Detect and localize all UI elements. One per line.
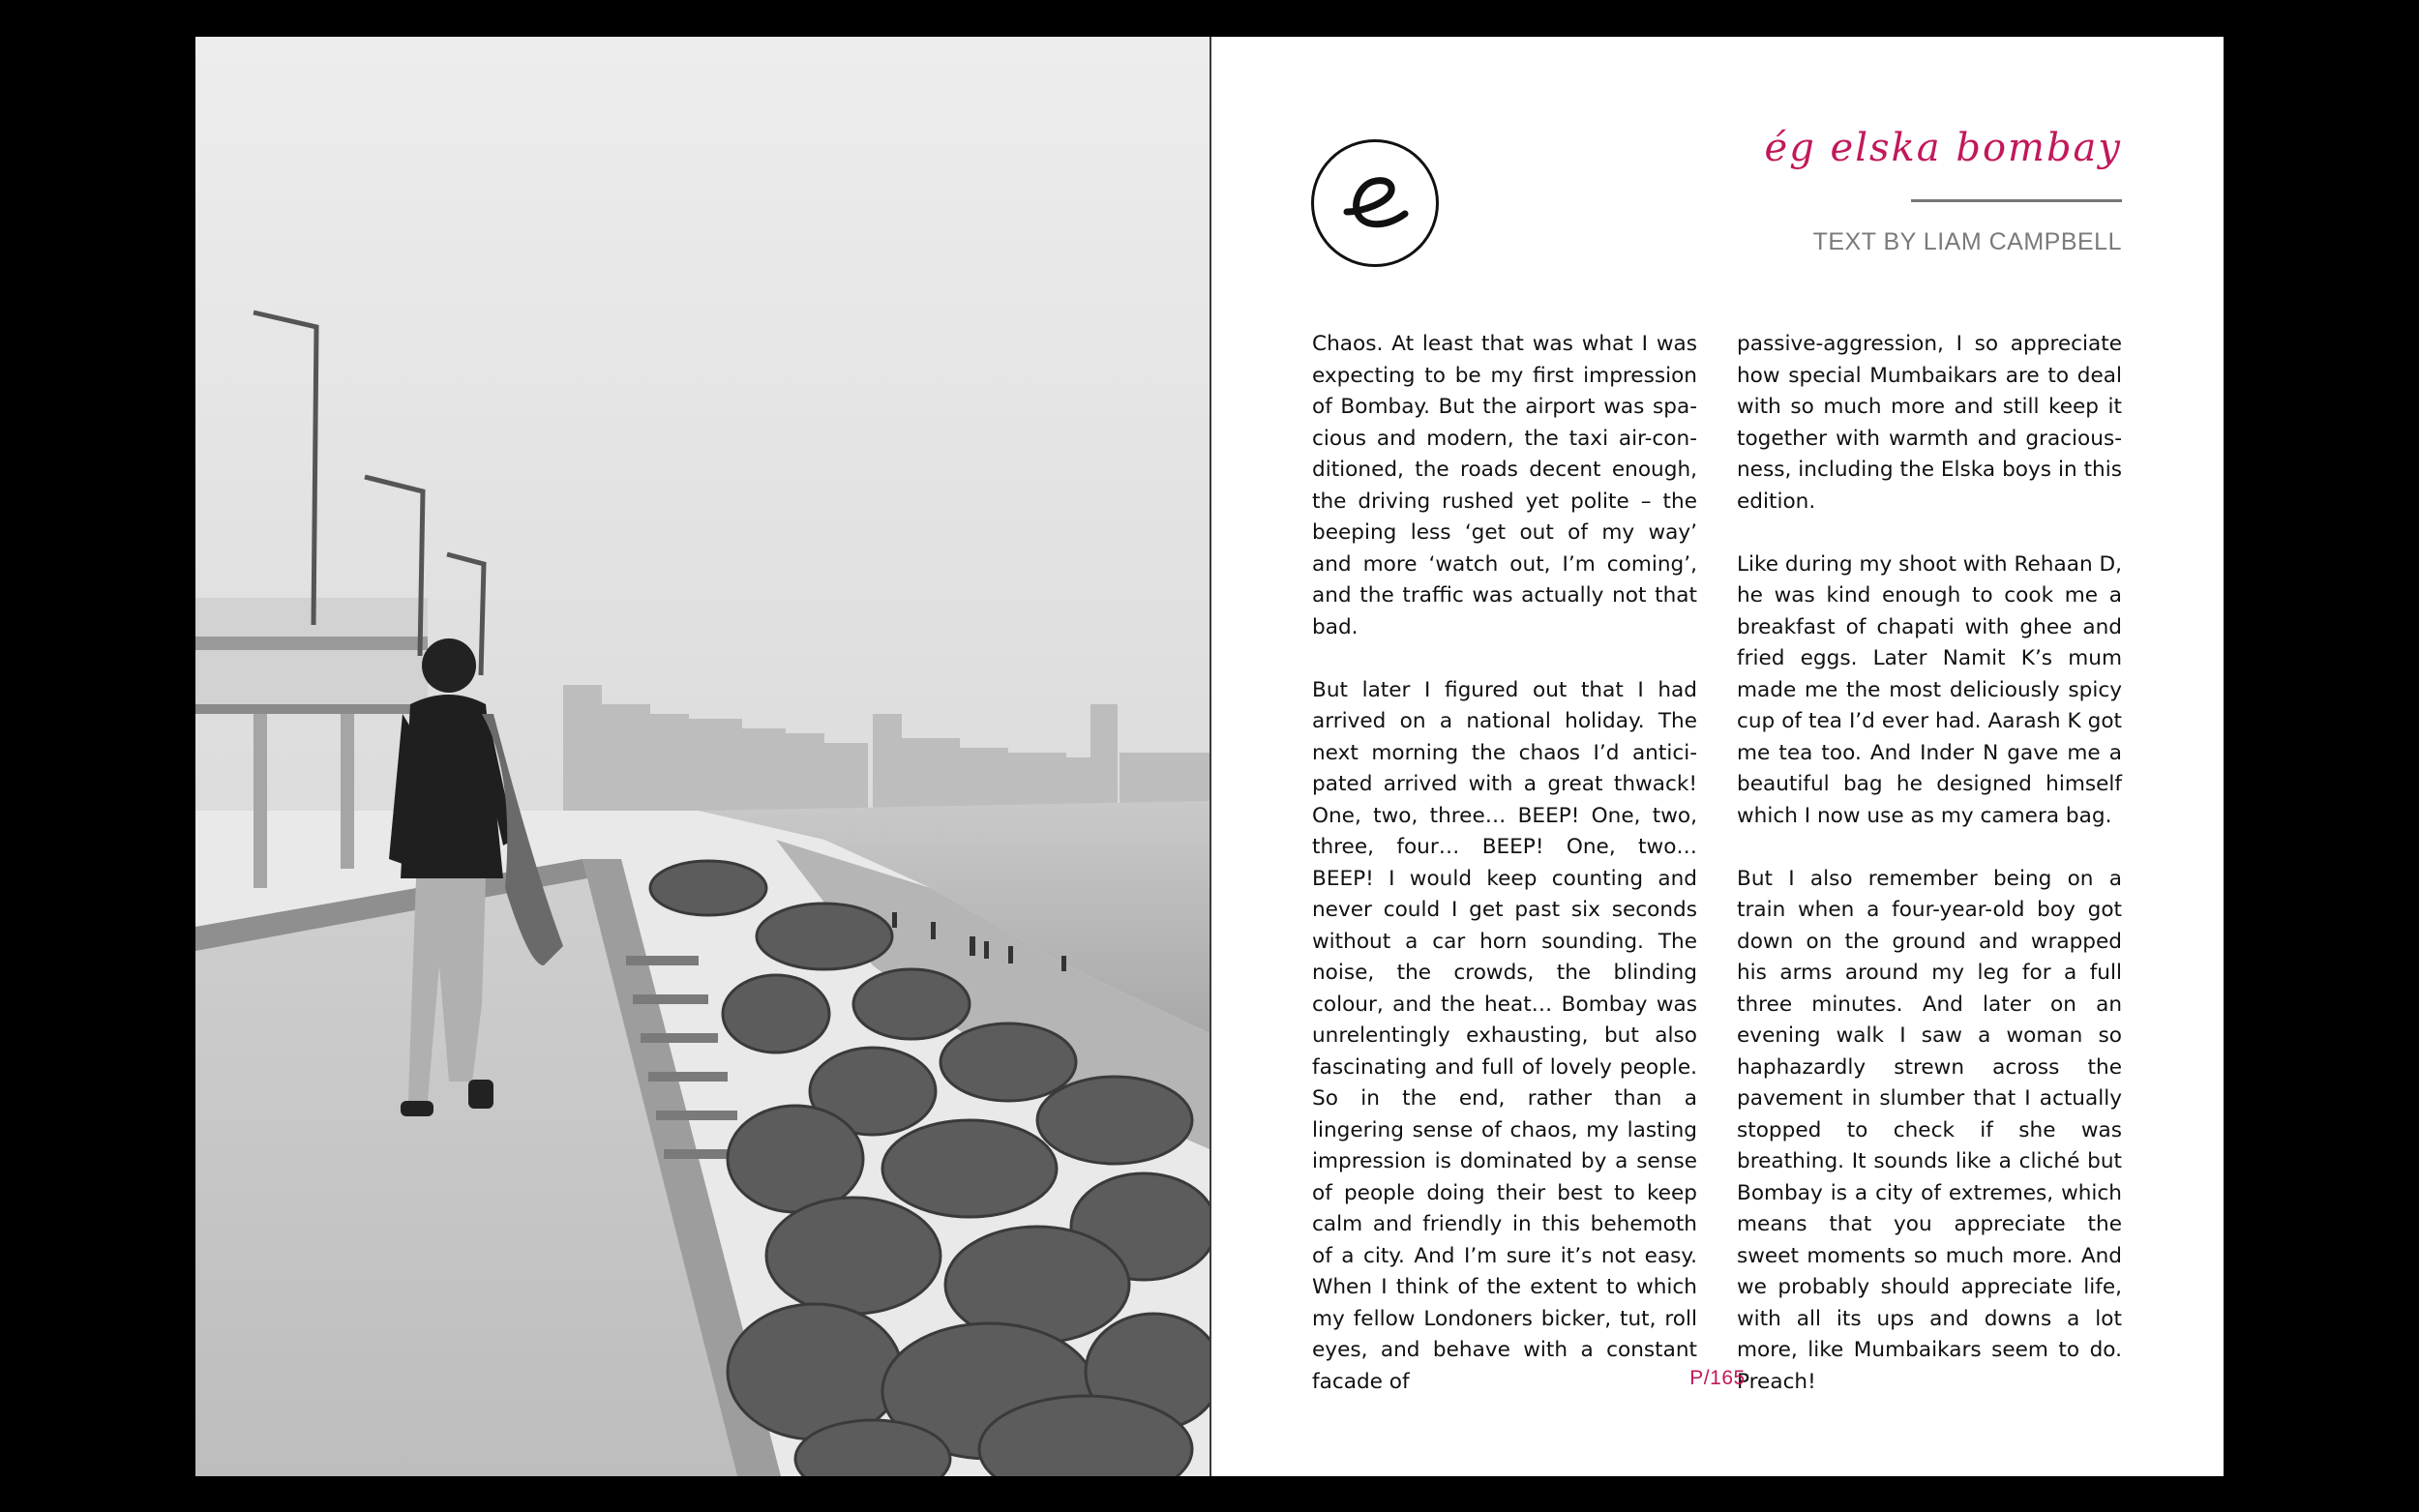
paragraph: Chaos. At least that was what I was expecting to be my first impression of Bombay. But the airport was spacious and modern, the taxi air-conditioned, the roads decent enough, the driving rushed yet polite – the beeping less ‘get out of my way’ and more ‘watch out, I’m coming’, and the traffic was actually not that bad. — [1312, 332, 1697, 639]
paragraph: Like during my shoot with Rehaan D, he was kind enough to cook me a breakfast of chapati with ghee and fried eggs. Later Namit K’s mum made me the most deliciously spicy cup of tea I’d ever had. Aarash K got me tea too. And Inder N gave me a beautiful bag he designed himself which I now use as my camera bag. — [1737, 551, 2122, 828]
page-number: P/165 — [1689, 1367, 1746, 1389]
photo-page — [195, 37, 1210, 1476]
seafront-photo — [195, 37, 1210, 1476]
paragraph: But I also remember being on a train when a four-year-old boy got down on the ground and wrapped his arms around my leg for a full three minutes. And later on an evening walk I saw a woman so haphazardly strewn across the pavement in slumber that I actually stopped to check if she was breathing. It sounds like a cliché but Bombay is a city of extremes, which means that you appreciate the sweet moments so much more. And we probably should appreciate life, with all its ups and downs a lot more, like Mumbaikars seem to do. Preach! — [1737, 866, 2122, 1394]
paragraph: passive-aggression, I so appreciate how special Mumbaikars are to deal with so much more and still keep it together with warmth and graciousness, including the Elska boys in this edition. — [1737, 332, 2122, 514]
elska-logo-icon — [1311, 139, 1439, 267]
byline: TEXT BY LIAM CAMPBELL — [1812, 228, 2122, 255]
article-column-right — [1737, 329, 2122, 1398]
paragraph: But later I figured out that I had arrived on a national holiday. The next morning the chaos I’d anticipated arrived with a great thwack! One, two, three… BEEP! One, two, three, four… BEEP! One, two… BEEP! I would keep counting and never could I get past six seconds without a car horn sounding. The noise, the crowds, the blinding colour, and the heat… Bombay was unrelentingly exhausting, but also fascinating and full of lovely people. So in the end, rather than a lingering sense of chaos, my lasting impression is dominated by a sense of people doing their best to keep calm and friendly in this behemoth of a city. And I’m sure it’s not easy. When I think of the extent to which my fellow Londoners bicker, tut, roll eyes, and behave with a constant facade of — [1312, 677, 1697, 1394]
article-column-left — [1312, 329, 1697, 1398]
brand-title: ég elska bombay — [1764, 126, 2122, 170]
header-rule — [1911, 199, 2122, 202]
